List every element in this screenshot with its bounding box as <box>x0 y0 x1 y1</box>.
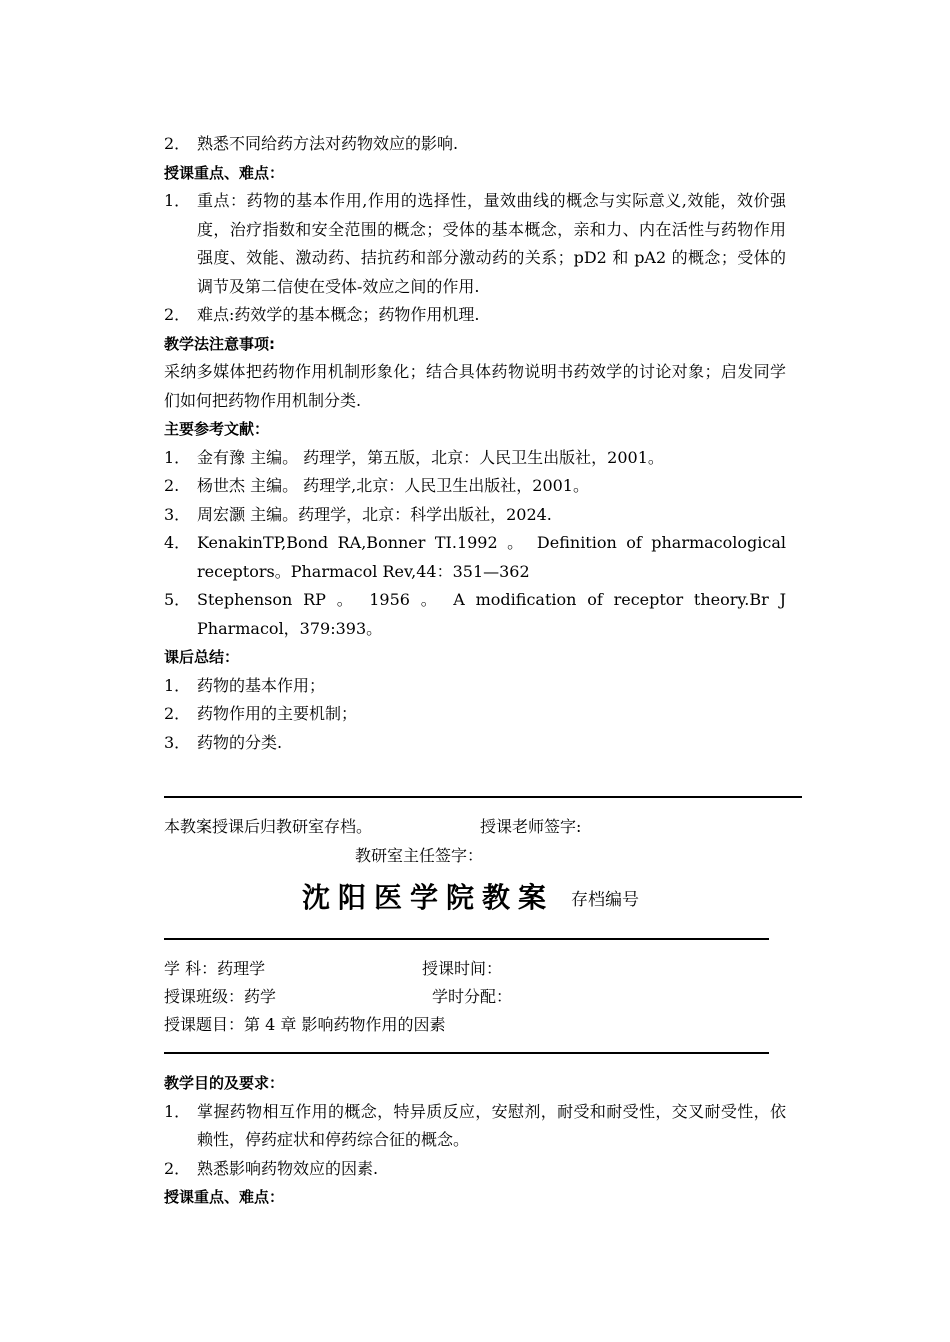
list-item <box>164 729 786 758</box>
item-number: 3． <box>164 732 191 752</box>
item-number: 1． <box>164 1101 191 1121</box>
item-number: 1． <box>164 675 191 695</box>
director-signature-label: 教研室主任签字： <box>355 846 484 865</box>
list-item <box>164 1098 786 1155</box>
item-text: 周宏灏 主编。药理学，北京：科学出版社，2024. <box>197 504 552 524</box>
divider-line <box>164 1052 769 1054</box>
item-text: 掌握药物相互作用的概念，特异质反应，安慰剂，耐受和耐受性，交叉耐受性，依赖性，停药症状和停药综合征的概念。 <box>197 1101 786 1149</box>
hours-label: 学时分配： <box>432 987 513 1006</box>
item-text: 药物作用的主要机制； <box>197 704 358 723</box>
item-text: Stephenson RP 。 1956 。 A modification of receptor theory.Br J Pharmacol，379:393。 <box>197 590 786 638</box>
item-number: 2． <box>164 134 191 153</box>
list-item <box>164 1155 786 1184</box>
key-points-heading: 授课重点、难点： <box>164 163 285 182</box>
key-points-heading: 授课重点、难点： <box>164 1188 285 1206</box>
list-item <box>164 700 786 729</box>
reference-item <box>164 501 786 530</box>
item-number: 1． <box>164 447 191 467</box>
item-number: 2． <box>164 1158 191 1178</box>
teacher-signature-label: 授课老师签字: <box>480 817 582 836</box>
class-label: 授课班级：药学 <box>164 987 277 1006</box>
method-heading: 教学法注意事项: <box>164 334 275 353</box>
references-heading: 主要参考文献： <box>164 420 270 438</box>
item-text: 药物的基本作用； <box>197 675 326 695</box>
item-text: 重点：药物的基本作用,作用的选择性，量效曲线的概念与实际意义,效能，效价强度，治疗指数和安全范围的概念；受体的基本概念，亲和力、内在活性与药物作用强度、效能、激动药、拮抗药和部分激动药的关系；pD2 和 pA2 的概念；受体的调节及第二信使在受体-效应之间的作用. <box>197 191 786 296</box>
item-text: 药物的分类. <box>197 732 283 752</box>
divider-line <box>164 796 802 798</box>
item-text: KenakinTP,Bond RA,Bonner TI.1992 。 Definition of pharmacological receptors。Pharmacol Rev,44：351—362 <box>197 533 786 581</box>
list-item <box>164 301 786 330</box>
topic-label: 授课题目：第 4 章 影响药物作用的因素 <box>164 1015 446 1034</box>
item-number: 2． <box>164 704 191 723</box>
item-text: 熟悉不同给药方法对药物效应的影响. <box>197 134 459 153</box>
reference-item <box>164 444 786 473</box>
item-number: 2． <box>164 305 191 324</box>
subject-label: 学 科：药理学 <box>164 959 266 978</box>
item-number: 2. <box>164 476 180 495</box>
list-item <box>164 187 786 301</box>
item-number: 3． <box>164 504 191 524</box>
lecture-time-label: 授课时间： <box>422 959 503 978</box>
reference-item <box>164 472 786 501</box>
item-text: 难点:药效学的基本概念；药物作用机理. <box>197 305 480 324</box>
item-text: 金有豫 主编。 药理学，第五版，北京：人民卫生出版社，2001。 <box>197 447 664 467</box>
item-text: 熟悉影响药物效应的因素. <box>197 1158 379 1178</box>
item-number: 1． <box>164 191 191 210</box>
divider-line <box>164 938 769 940</box>
archive-note: 本教案授课后归教研室存档。 <box>164 817 373 836</box>
reference-item <box>164 529 786 586</box>
method-paragraph: 采纳多媒体把药物作用机制形象化；结合具体药物说明书药效学的讨论对象；启发同学们如何把药物作用机制分类. <box>164 362 786 410</box>
document-title: 沈阳医学院教案 <box>302 881 555 914</box>
reference-item <box>164 586 786 643</box>
item-number: 4． <box>164 533 191 552</box>
item-number: 5． <box>164 590 191 609</box>
list-item <box>164 130 786 159</box>
goals-heading: 教学目的及要求： <box>164 1074 285 1092</box>
list-item <box>164 672 786 701</box>
archive-number-label: 存档编号 <box>571 890 639 910</box>
summary-heading: 课后总结： <box>164 648 240 666</box>
item-text: 杨世杰 主编。 药理学,北京：人民卫生出版社，2001。 <box>197 476 589 495</box>
section2-block <box>164 1069 786 1212</box>
section1-block <box>164 130 786 757</box>
